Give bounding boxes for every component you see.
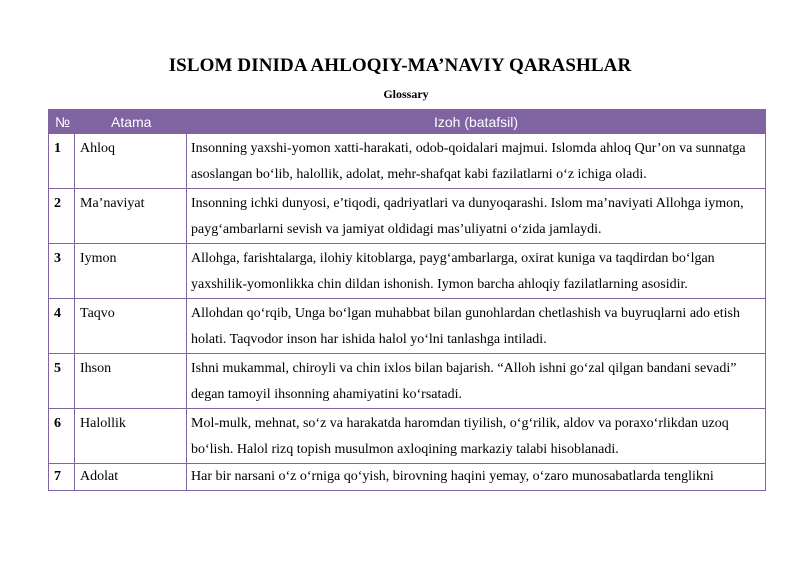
table-row: [49, 299, 766, 354]
row-term: Halollik: [75, 409, 187, 464]
row-term: Adolat: [75, 464, 187, 491]
row-definition: Allohga, farishtalarga, ilohiy kitoblarga, payg‘ambarlarga, oxirat kuniga va taqdirdan bo‘lgan yaxshilik-yomonlikka chin dildan ishonish. Iymon barcha ahloqiy fazilatlarning asosidir.: [187, 244, 766, 299]
row-term: Ma’naviyat: [75, 189, 187, 244]
row-definition: Insonning ichki dunyosi, e’tiqodi, qadriyatlari va dunyoqarashi. Islom ma’naviyati Allohga iymon, payg‘ambarlarni sevish va jamiyat oldidagi mas’uliyatni o‘zida jamlaydi.: [187, 189, 766, 244]
document-subtitle: Glossary: [383, 87, 429, 101]
row-number: 2: [49, 189, 75, 244]
row-number: 1: [49, 134, 75, 189]
row-term: Iymon: [75, 244, 187, 299]
table-row: [49, 409, 766, 464]
row-number: 5: [49, 354, 75, 409]
row-number: 6: [49, 409, 75, 464]
table-row: [49, 189, 766, 244]
table-row: [49, 464, 766, 491]
row-number: 4: [49, 299, 75, 354]
row-definition: Allohdan qo‘rqib, Unga bo‘lgan muhabbat bilan gunohlardan chetlashish va buyruqlarni ado etish holati. Taqvodor inson har ishida halol yo‘lni tanlashga intiladi.: [187, 299, 766, 354]
row-term: Ihson: [75, 354, 187, 409]
row-term: Ahloq: [75, 134, 187, 189]
glossary-table: [48, 109, 766, 491]
table-header-row: [49, 110, 766, 134]
table-row: [49, 134, 766, 189]
header-number: №: [49, 110, 75, 134]
table-row: [49, 244, 766, 299]
header-definition: Izoh (batafsil): [187, 110, 766, 134]
row-number: 7: [49, 464, 75, 491]
row-definition: Mol-mulk, mehnat, so‘z va harakatda haromdan tiyilish, o‘g‘rilik, aldov va poraxo‘rlikdan uzoq bo‘lish. Halol rizq topish musulmon axloqining markaziy talabi hisoblanadi.: [187, 409, 766, 464]
row-definition: Ishni mukammal, chiroyli va chin ixlos bilan bajarish. “Alloh ishni go‘zal qilgan bandani sevadi” degan tamoyil ihsonning ahamiyatini ko‘rsatadi.: [187, 354, 766, 409]
document-title: ISLOM DINIDA AHLOQIY-MA’NAVIY QARASHLAR: [168, 55, 632, 76]
header-term: Atama: [75, 110, 187, 134]
row-number: 3: [49, 244, 75, 299]
table-row: [49, 354, 766, 409]
row-definition: Har bir narsani o‘z o‘rniga qo‘yish, birovning haqini yemay, o‘zaro munosabatlarda tenglikni: [187, 464, 766, 491]
row-definition: Insonning yaxshi-yomon xatti-harakati, odob-qoidalari majmui. Islomda ahloq Qur’on va sunnatga asoslangan bo‘lib, halollik, adolat, mehr-shafqat kabi fazilatlarni o‘z ichiga oladi.: [187, 134, 766, 189]
row-term: Taqvo: [75, 299, 187, 354]
